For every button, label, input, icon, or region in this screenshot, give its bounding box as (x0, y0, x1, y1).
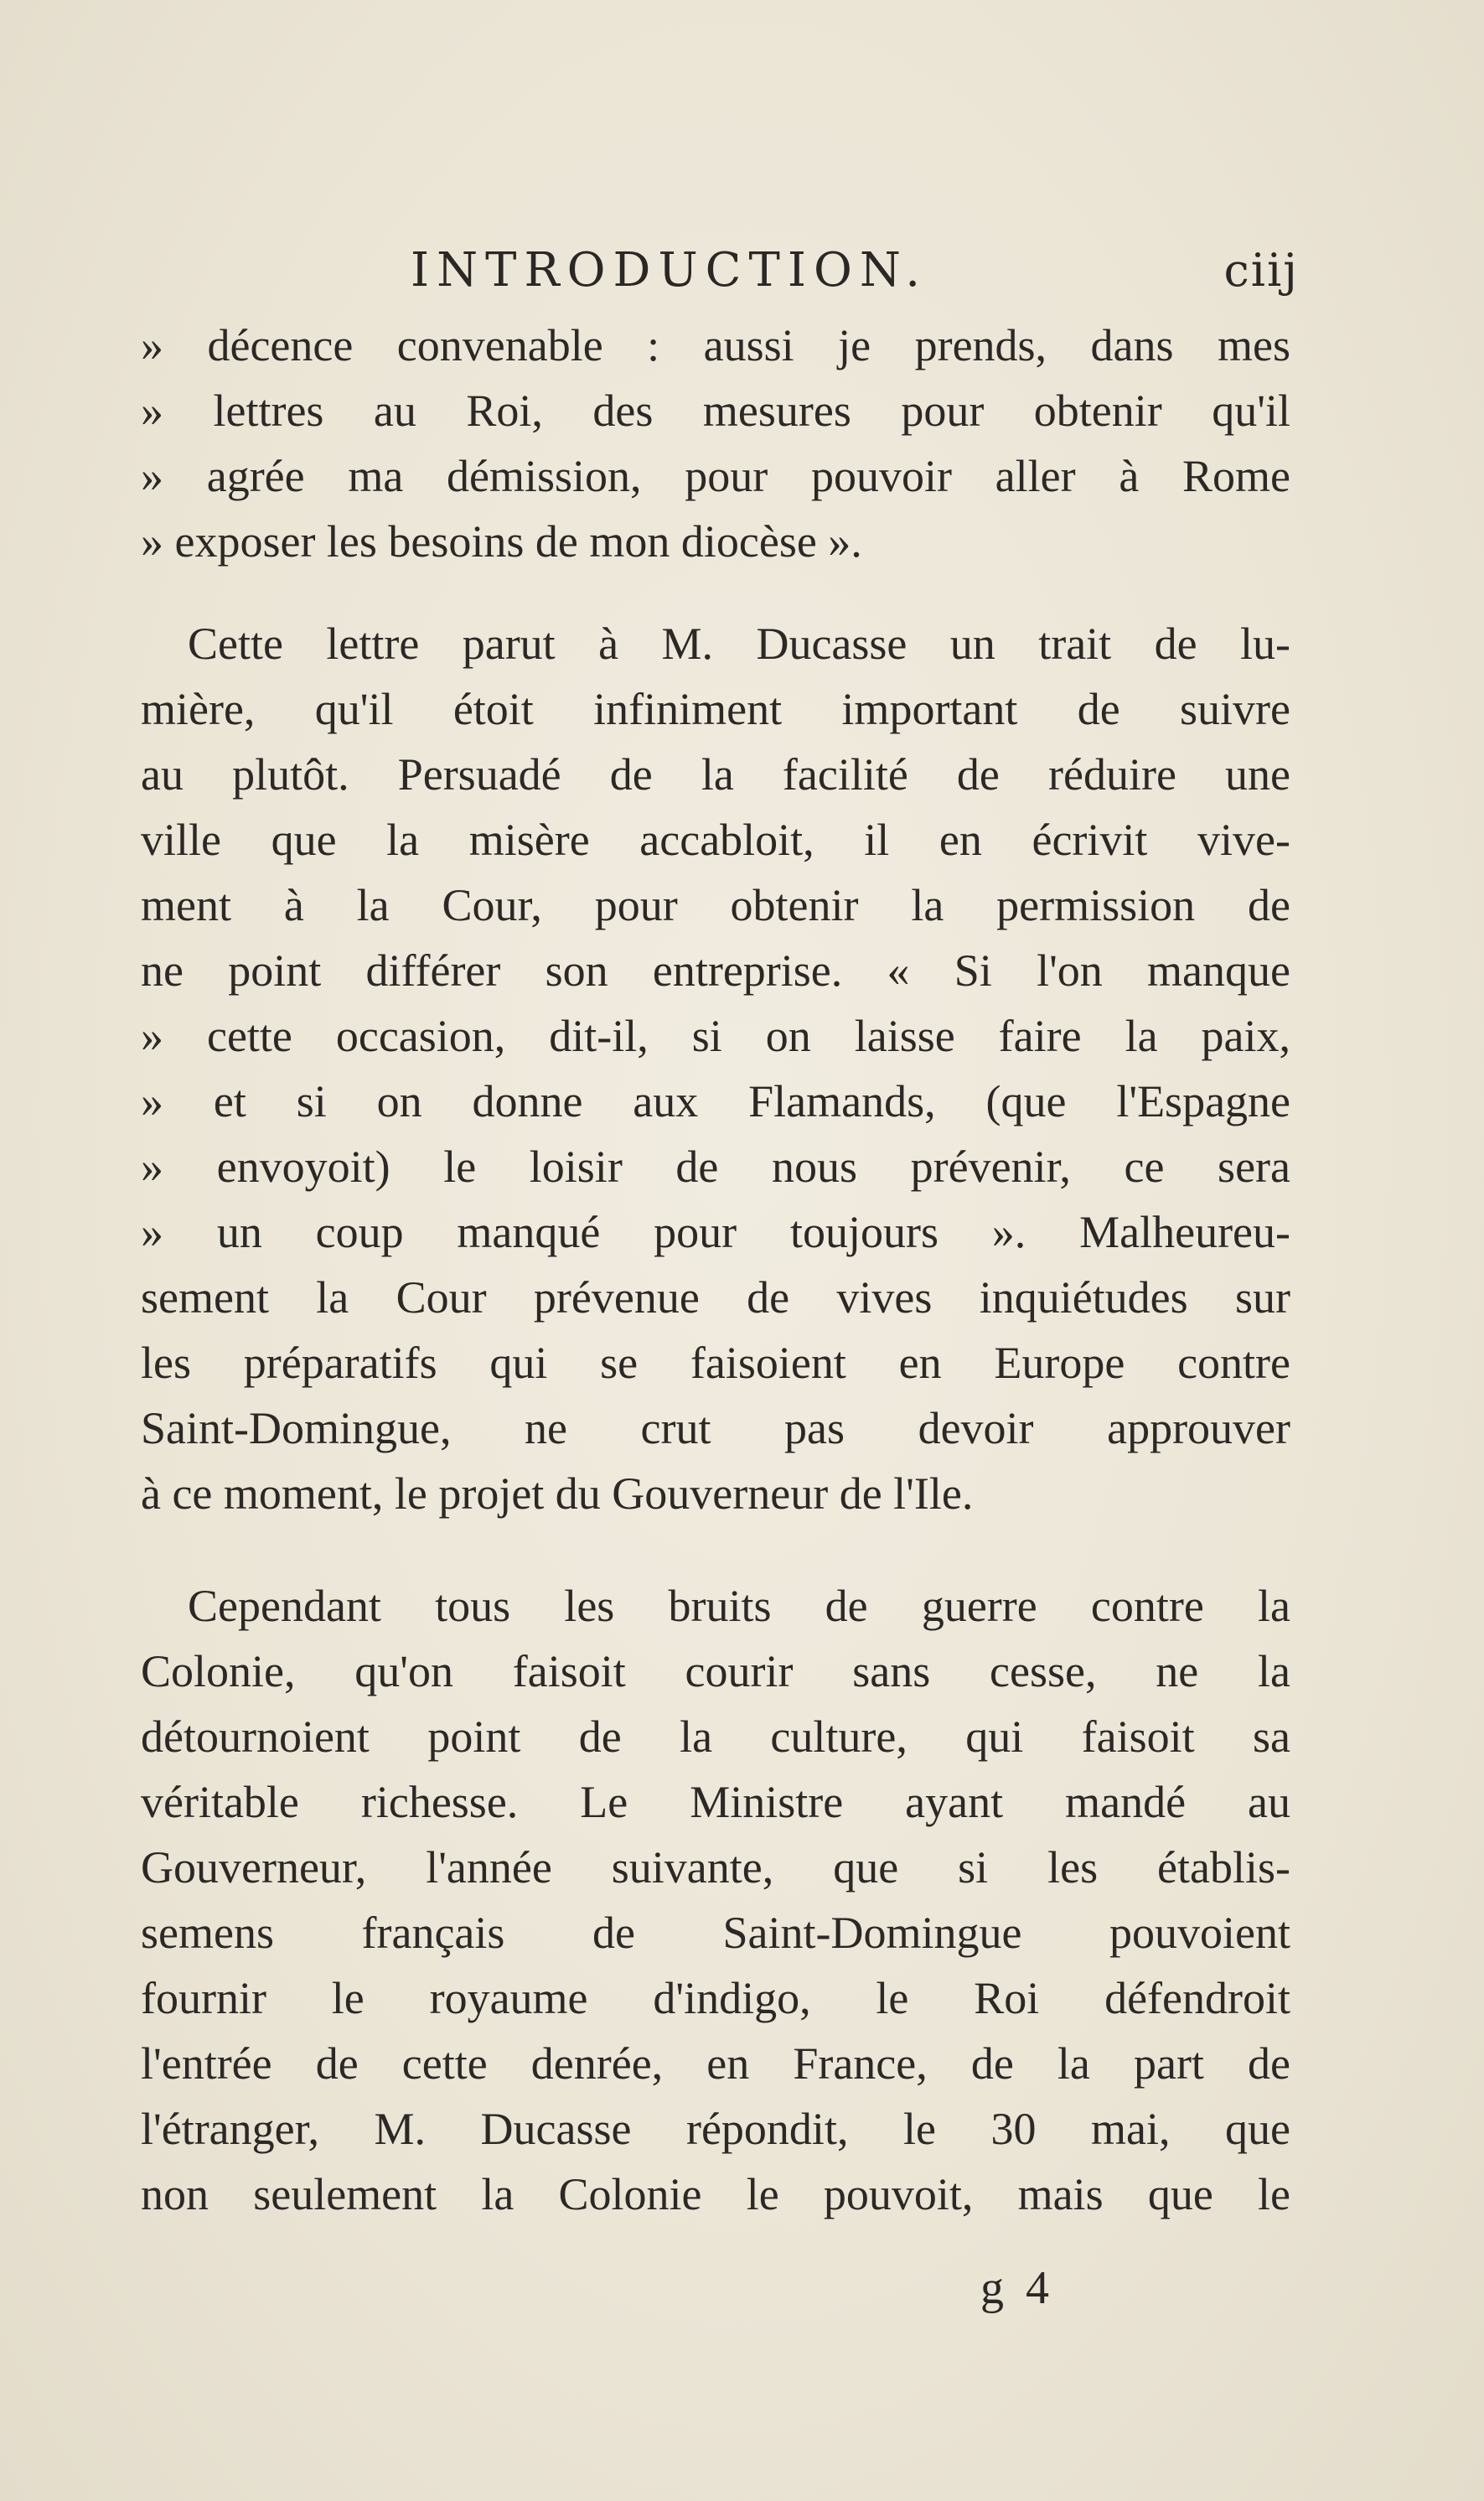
text-line: au plutôt. Persuadé de la facilité de réduire une (141, 749, 1290, 800)
text-line: Colonie, qu'on faisoit courir sans cesse, ne la (141, 1646, 1290, 1696)
running-title: INTRODUCTION. (411, 243, 928, 298)
text-line: ne point différer son entreprise. « Si l'on manque (141, 945, 1290, 996)
text-line: » un coup manqué pour toujours ». Malheureu- (141, 1207, 1290, 1257)
text-line: Gouverneur, l'année suivante, que si les établis- (141, 1842, 1290, 1893)
text-line: ville que la misère accabloit, il en écrivit vive- (141, 815, 1290, 865)
text-line: l'étranger, M. Ducasse répondit, le 30 mai, que (141, 2104, 1290, 2154)
paragraph-spacer (141, 574, 1290, 611)
text-line: » décence convenable : aussi je prends, dans mes (141, 320, 1290, 370)
text-line: » exposer les besoins de mon diocèse ». (141, 516, 862, 567)
text-line: » cette occasion, dit-il, si on laisse faire la paix, (141, 1011, 1290, 1061)
text-line: à ce moment, le projet du Gouverneur de l'Ile. (141, 1468, 974, 1519)
paragraph-3 (141, 1573, 1290, 2227)
text-line: mière, qu'il étoit infiniment important de suivre (141, 684, 1290, 734)
text-line: » agrée ma démission, pour pouvoir aller à Rome (141, 451, 1290, 501)
page-header (142, 233, 1299, 308)
text-line: ment à la Cour, pour obtenir la permission de (141, 880, 1290, 930)
text-line: Saint-Domingue, ne crut pas devoir approuver (141, 1403, 1290, 1453)
text-block (141, 313, 1290, 2227)
text-line: sement la Cour prévenue de vives inquiétudes sur (141, 1272, 1290, 1323)
text-line: Cette lettre parut à M. Ducasse un trait de lu- (188, 619, 1290, 669)
paragraph-spacer (141, 1526, 1290, 1573)
text-line: les préparatifs qui se faisoient en Europe contre (141, 1338, 1290, 1388)
page-number: ciij (1223, 244, 1299, 297)
text-line: » et si on donne aux Flamands, (que l'Espagne (141, 1076, 1290, 1126)
text-line: » lettres au Roi, des mesures pour obtenir qu'il (141, 386, 1290, 436)
text-line: détournoient point de la culture, qui faisoit sa (141, 1711, 1290, 1762)
text-line: semens français de Saint-Domingue pouvoient (141, 1908, 1290, 1958)
signature-mark: g 4 (980, 2262, 1054, 2314)
paragraph-1 (141, 313, 1290, 574)
text-line: véritable richesse. Le Ministre ayant mandé au (141, 1777, 1290, 1827)
text-line: l'entrée de cette denrée, en France, de la part de (141, 2038, 1290, 2089)
text-line: Cependant tous les bruits de guerre contre la (188, 1581, 1290, 1631)
text-line: fournir le royaume d'indigo, le Roi défendroit (141, 1973, 1290, 2023)
text-line: » envoyoit) le loisir de nous prévenir, ce sera (141, 1142, 1290, 1192)
paragraph-2 (141, 611, 1290, 1526)
text-line: non seulement la Colonie le pouvoit, mais que le (141, 2169, 1290, 2219)
